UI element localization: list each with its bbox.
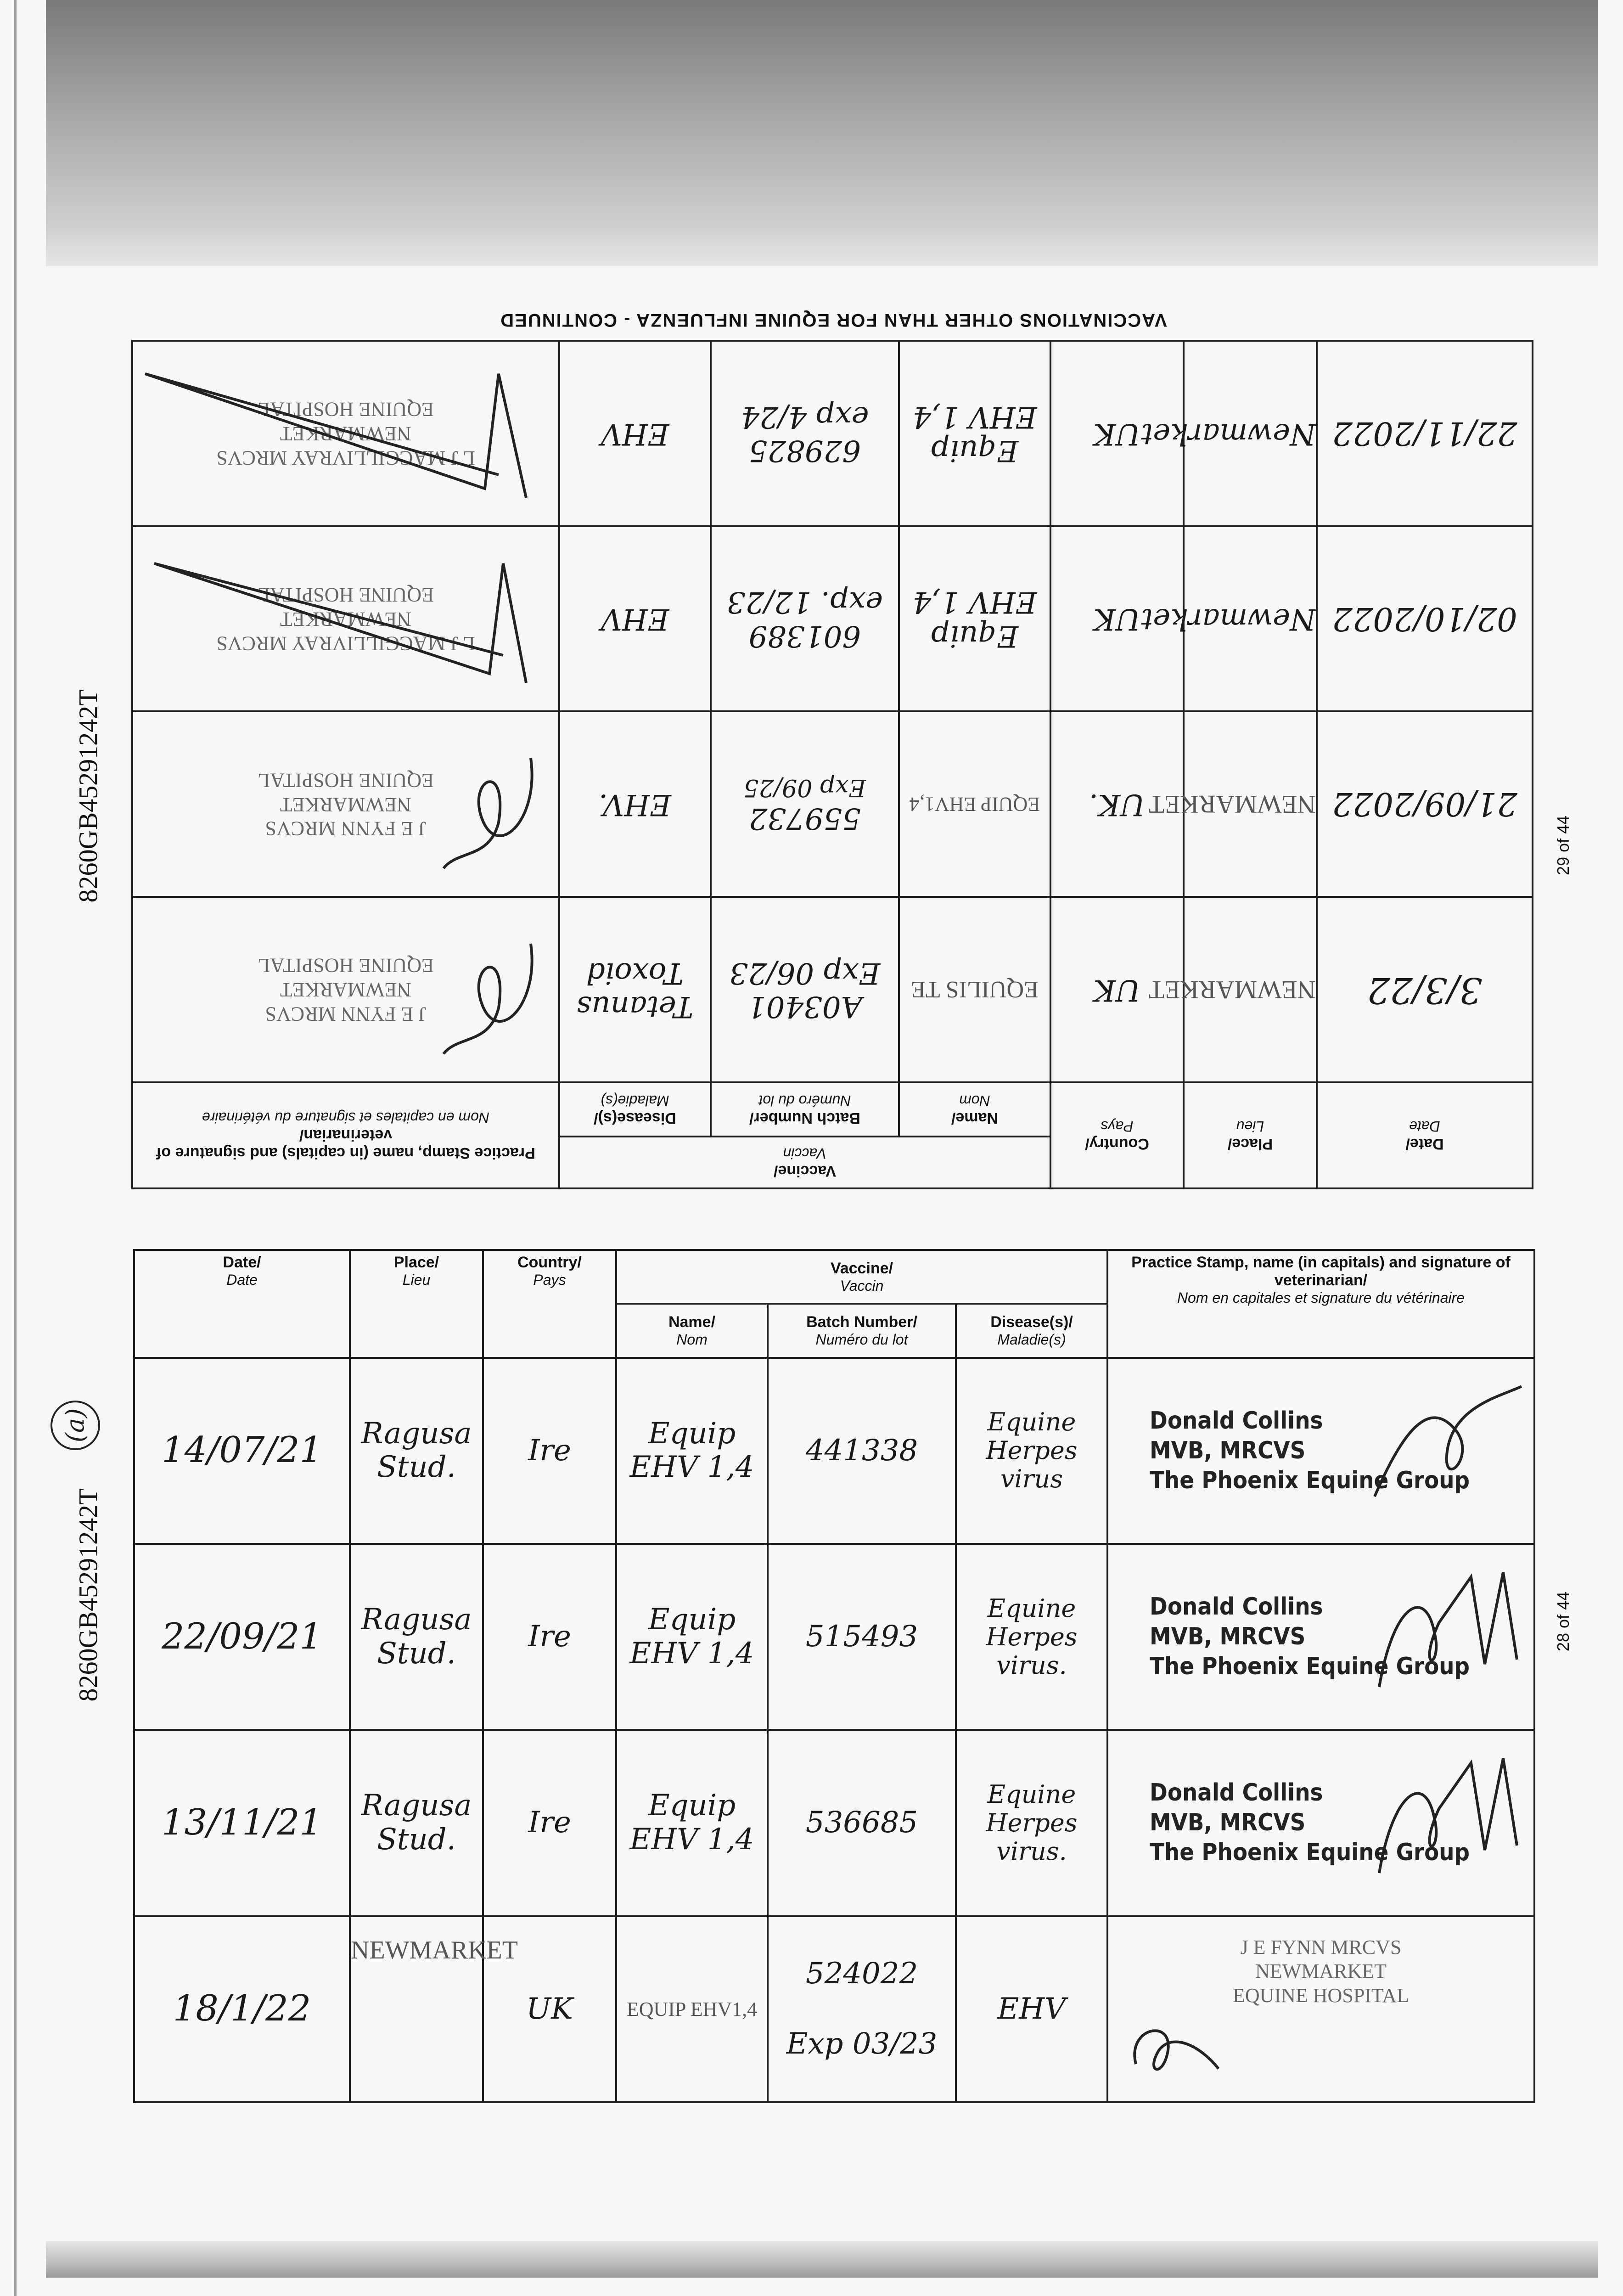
header-name: Name/ Nom	[899, 1082, 1050, 1137]
table-row	[132, 897, 1533, 1082]
disease-cell: Tetanus Toxoid	[559, 897, 711, 1082]
country-cell: Ire	[483, 1730, 616, 1916]
date-cell: 14/07/21	[134, 1358, 350, 1544]
country-cell: Ire	[483, 1358, 616, 1544]
disease-cell: Equine Herpes virus	[956, 1358, 1107, 1544]
country-cell: UK.	[1050, 711, 1184, 897]
vaccine-name-cell: Equip EHV 1,4	[899, 341, 1050, 526]
scan-shadow-top	[46, 0, 1598, 266]
disease-cell: Equine Herpes virus.	[956, 1730, 1107, 1916]
signature	[131, 550, 558, 701]
country-cell: UK	[1050, 526, 1184, 712]
header-name: Name/ Nom	[616, 1304, 768, 1357]
place-cell: NEWMARKET	[1184, 711, 1317, 897]
batch-cell: 441338	[768, 1358, 956, 1544]
signature	[430, 740, 549, 878]
practice-stamp: Donald Collins MVB, MRCVS The Phoenix Equine Group	[1150, 1779, 1470, 1867]
practice-stamp: J E FYNN MRCVS NEWMARKET EQUINE HOSPITAL	[1233, 1936, 1409, 2007]
horse-id-bottom: 8260GB45291242T	[73, 1488, 103, 1702]
place-cell: NEWMARKET	[1184, 897, 1317, 1082]
country-cell: UK	[1050, 897, 1184, 1082]
signature	[430, 925, 549, 1063]
top-page	[133, 310, 1533, 1189]
stamp-cell	[132, 526, 559, 712]
vaccination-table-top	[131, 340, 1533, 1189]
section-heading: VACCINATIONS OTHER THAN FOR EQUINE INFLUENZA - CONTINUED	[500, 310, 1167, 330]
practice-stamp: J E FYNN MRCVS NEWMARKET EQUINE HOSPITAL	[258, 954, 434, 1025]
signature	[1118, 2009, 1228, 2087]
table-row	[134, 1730, 1534, 1916]
practice-stamp: Donald Collins MVB, MRCVS The Phoenix Equine Group	[1150, 1593, 1470, 1681]
date-cell: 21/09/2022	[1317, 711, 1533, 897]
header-disease: Disease(s)/ Maladie(s)	[559, 1082, 711, 1137]
country-cell: UK	[483, 1916, 616, 2102]
country-cell: UK	[1050, 341, 1184, 526]
header-disease: Disease(s)/ Maladie(s)	[956, 1304, 1107, 1357]
disease-cell: EHV	[559, 341, 711, 526]
vaccine-name-cell: Equip EHV 1,4	[616, 1730, 768, 1916]
horse-id-top: 8260GB45291242T	[73, 689, 103, 903]
country-cell: Ire	[483, 1544, 616, 1730]
date-cell: 13/11/21	[134, 1730, 350, 1916]
practice-stamp: J E FYNN MRCVS NEWMARKET EQUINE HOSPITAL	[258, 769, 434, 840]
place-cell: Ragusa Stud.	[350, 1730, 483, 1916]
stamp-cell	[132, 341, 559, 526]
place-cell: Ragusa Stud.	[350, 1544, 483, 1730]
table-row	[132, 711, 1533, 897]
place-cell: Newmarket	[1184, 526, 1317, 712]
batch-cell: 524022 Exp 03/23	[768, 1916, 956, 2102]
date-cell: 22/11/2022	[1317, 341, 1533, 526]
disease-cell: EHV.	[559, 711, 711, 897]
batch-cell: 601389 exp. 12/23	[711, 526, 899, 712]
header-place: Place/ Lieu	[350, 1250, 483, 1358]
header-country: Country/ Pays	[1050, 1082, 1184, 1188]
place-cell: NEWMARKET	[350, 1916, 483, 2102]
table-row	[134, 1358, 1534, 1544]
header-vaccine: Vaccine/ Vaccin	[616, 1250, 1107, 1304]
page-number-bottom: 28 of 44	[1554, 1591, 1573, 1652]
page-left-edge	[14, 0, 17, 2296]
practice-stamp: L J MACGILLIVRAY MRCVS NEWMARKET EQUINE HOSPITAL	[216, 398, 475, 470]
disease-cell: EHV	[956, 1916, 1107, 2102]
header-vaccine: Vaccine/ Vaccin	[559, 1137, 1050, 1188]
place-cell: Newmarket	[1184, 341, 1317, 526]
header-stamp: Practice Stamp, name (in capitals) and signature of veterinarian/ Nom en capitales et signature du vétérinaire	[132, 1082, 559, 1188]
batch-cell: 629825 exp 4/24	[711, 341, 899, 526]
vaccine-name-cell: EQUIP EHV1,4	[899, 711, 1050, 897]
place-cell: Ragusa Stud.	[350, 1358, 483, 1544]
stamp-cell	[1107, 1544, 1534, 1730]
vaccination-table-bottom	[133, 1249, 1535, 2103]
signature	[1365, 1745, 1531, 1887]
header-date: Date/ Date	[134, 1250, 350, 1358]
date-cell: 3/3/22	[1317, 897, 1533, 1082]
practice-stamp: Donald Collins MVB, MRCVS The Phoenix Equine Group	[1150, 1407, 1470, 1494]
disease-cell: Equine Herpes virus.	[956, 1544, 1107, 1730]
date-cell: 02/10/2022	[1317, 526, 1533, 712]
signature	[1365, 1559, 1531, 1701]
date-cell: 22/09/21	[134, 1544, 350, 1730]
signature	[1365, 1377, 1531, 1515]
stamp-cell	[132, 897, 559, 1082]
practice-stamp: L J MACGILLIVRAY MRCVS NEWMARKET EQUINE HOSPITAL	[216, 584, 475, 655]
table-row	[134, 1916, 1534, 2102]
batch-cell: 536685	[768, 1730, 956, 1916]
header-batch: Batch Number/ Numéro du lot	[768, 1304, 956, 1357]
header-batch: Batch Number/ Numéro du lot	[711, 1082, 899, 1137]
vaccine-name-cell: EQUIP EHV1,4	[616, 1916, 768, 2102]
date-cell: 18/1/22	[134, 1916, 350, 2102]
page-number-top: 29 of 44	[1554, 815, 1573, 876]
stamp-cell	[1107, 1730, 1534, 1916]
disease-cell: EHV	[559, 526, 711, 712]
table-row	[132, 341, 1533, 526]
header-stamp: Practice Stamp, name (in capitals) and signature of veterinarian/ Nom en capitales et signature du vétérinaire	[1107, 1250, 1534, 1358]
scan-shadow-bottom	[46, 2241, 1598, 2278]
batch-cell: 559732 Exp 09/25	[711, 711, 899, 897]
table-row	[132, 526, 1533, 712]
stamp-cell	[132, 711, 559, 897]
table-row	[134, 1544, 1534, 1730]
side-mark: (a)	[51, 1401, 100, 1450]
batch-cell: A03401 Exp 06/23	[711, 897, 899, 1082]
batch-cell: 515493	[768, 1544, 956, 1730]
signature	[131, 365, 558, 516]
vaccine-name-cell: Equip EHV 1,4	[899, 526, 1050, 712]
header-date: Date/ Date	[1317, 1082, 1533, 1188]
header-country: Country/ Pays	[483, 1250, 616, 1358]
stamp-cell	[1107, 1916, 1534, 2102]
stamp-cell	[1107, 1358, 1534, 1544]
header-place: Place/ Lieu	[1184, 1082, 1317, 1188]
vaccine-name-cell: EQUILIS TE	[899, 897, 1050, 1082]
vaccine-name-cell: Equip EHV 1,4	[616, 1544, 768, 1730]
vaccine-name-cell: Equip EHV 1,4	[616, 1358, 768, 1544]
